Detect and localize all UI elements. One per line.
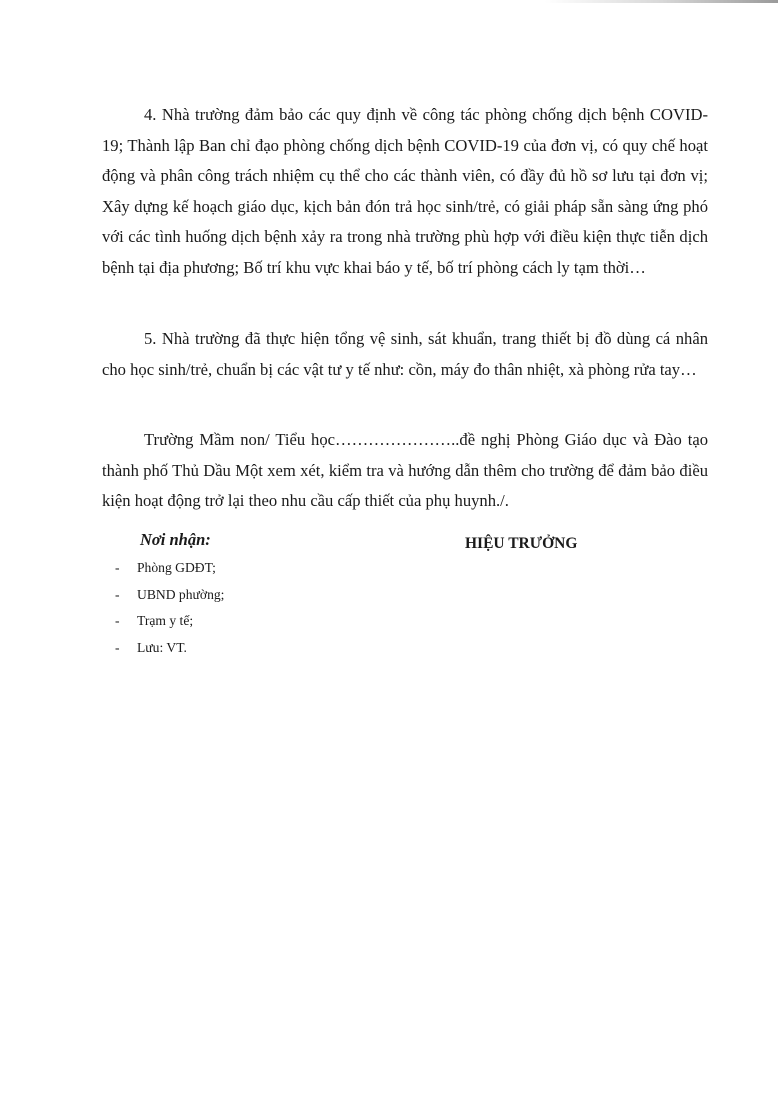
recipient-item [115,608,224,635]
recipient-item [115,582,224,609]
recipients-list [115,555,224,661]
recipient-label: Trạm y tế; [137,613,194,628]
recipient-item [115,555,224,582]
recipients-title: Nơi nhận: [140,530,211,549]
recipient-item [115,635,224,662]
signer-title: HIỆU TRƯỞNG [465,535,578,552]
recipient-dash: - [115,613,120,628]
paragraph-item-5: 5. Nhà trường đã thực hiện tổng vệ sinh, sát khuẩn, trang thiết bị đồ dùng cá nhân cho học sinh/trẻ, chuẩn bị các vật tư y tế như: cồn, máy đo thân nhiệt, xà phòng rửa tay… [102,329,708,379]
recipient-dash: - [115,560,120,575]
scan-edge [0,0,778,3]
paragraph-request: Trường Mầm non/ Tiểu học…………………..đề nghị Phòng Giáo dục và Đào tạo thành phố Thủ Dầu Một xem xét, kiểm tra và hướng dẫn thêm cho trường để đảm bảo điều kiện hoạt động trở lại theo nhu cầu cấp thiết của phụ huynh./. [102,430,708,511]
recipient-label: Lưu: VT. [137,639,187,655]
recipient-label: UBND phường; [137,586,225,602]
recipient-dash: - [115,639,120,655]
paragraph-item-4: 4. Nhà trường đảm bảo các quy định về công tác phòng chống dịch bệnh COVID-19; Thành lập Ban chỉ đạo phòng chống dịch bệnh COVID-19 của đơn vị, có quy chế hoạt động và phân công trách nhiệm cụ thể cho các thành viên, có đầy đủ hồ sơ lưu tại đơn vị; Xây dựng kế hoạch giáo dục, kịch bản đón trả học sinh/trẻ, có giải pháp sẵn sàng ứng phó với các tình huống dịch bệnh xảy ra trong nhà trường phù hợp với điều kiện thực tiễn dịch bệnh tại địa phương; Bố trí khu vực khai báo y tế, bố trí phòng cách ly tạm thời… [102,105,708,277]
recipient-dash: - [115,586,120,602]
recipient-label: Phòng GDĐT; [137,560,216,575]
